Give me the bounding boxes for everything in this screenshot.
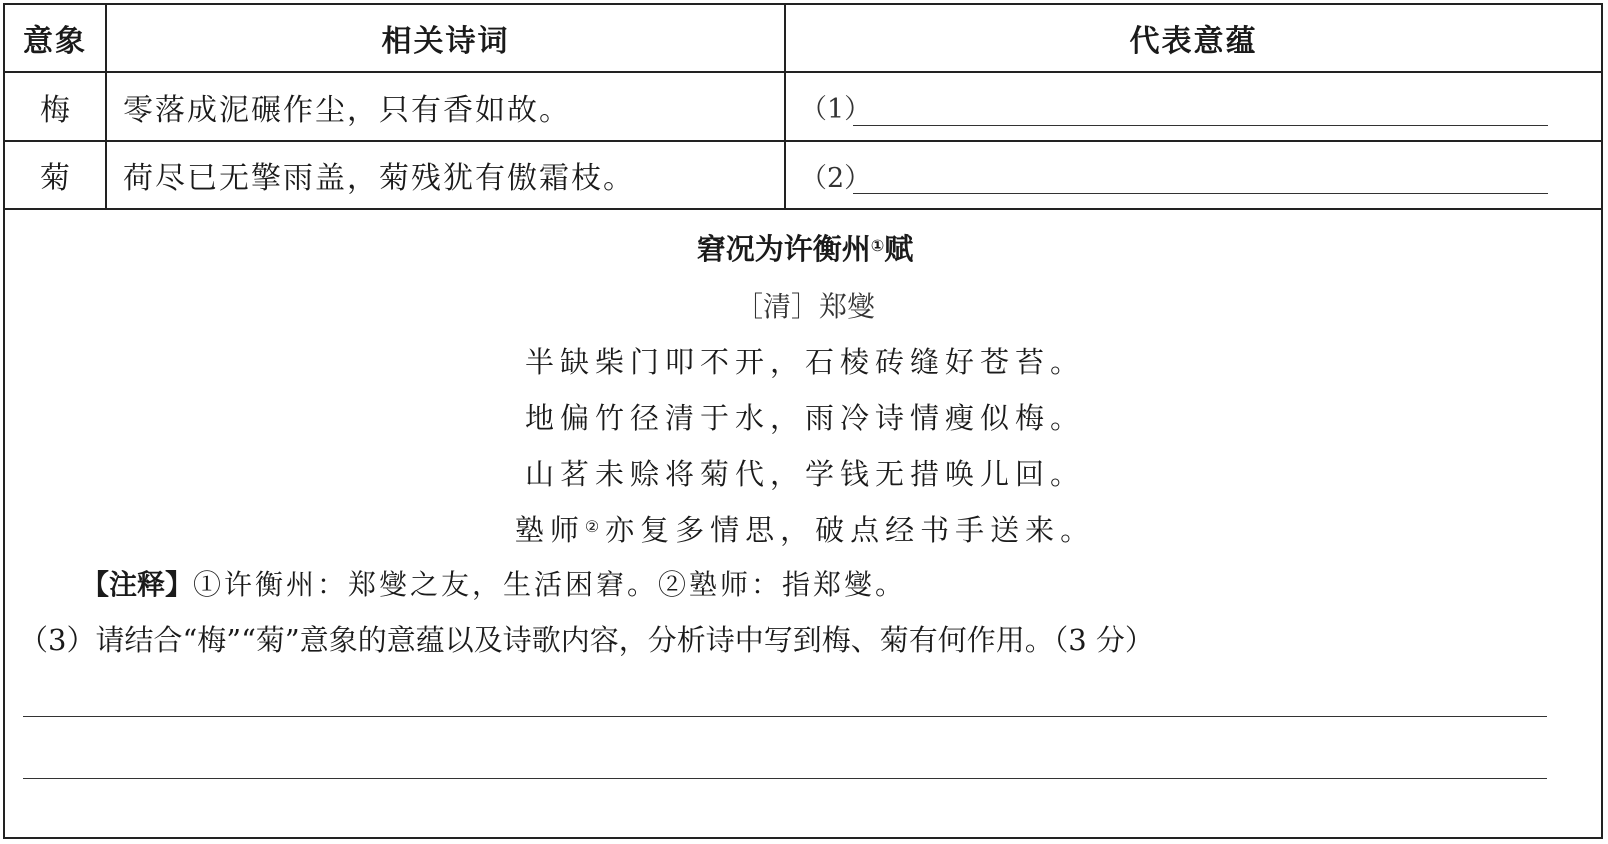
annotation: [81, 563, 906, 603]
annotation-label: 【注释】: [81, 568, 194, 601]
poem-title: [5, 227, 1605, 268]
poem-line-2: 地偏竹径清于水，雨冷诗情瘦似梅。: [524, 401, 1085, 435]
poem-title-end: 赋: [884, 232, 914, 266]
table-row-poem-chrysanthemum: 荷尽已无擎雨盖，菊残犹有傲霜枝。: [123, 161, 635, 196]
poem-line-3: 山茗未赊将菊代，学钱无措唤儿回。: [524, 457, 1085, 491]
poem-title-note-mark: ①: [870, 236, 885, 255]
poem-author: ［清］郑燮: [734, 290, 875, 323]
blank-1-line[interactable]: [853, 125, 1548, 126]
poem-line-4-start: 塾师: [514, 513, 585, 547]
table-row-image-plum: 梅: [40, 92, 70, 128]
poem-line-4-end: 亦复多情思，破点经书手送来。: [605, 513, 1096, 547]
blank-1-label: （1）: [800, 94, 872, 125]
table-header-meaning: 代表意蕴: [1129, 24, 1258, 59]
poem-line-4-note-mark: ②: [584, 517, 606, 536]
blank-2-line[interactable]: [853, 193, 1548, 194]
table-bottom-border: [5, 208, 1601, 210]
answer-line-1[interactable]: [23, 716, 1547, 717]
question-3: （3）请结合“梅”“菊”意象的意蕴以及诗歌内容，分析诗中写到梅、菊有何作用。（3 分）: [19, 622, 1154, 657]
worksheet-frame: [3, 3, 1603, 839]
table-row-poem-plum: 零落成泥碾作尘，只有香如故。: [123, 92, 571, 128]
table-header-image: 意象: [23, 24, 87, 59]
blank-2-label: （2）: [800, 162, 872, 194]
table-row-image-chrysanthemum: 菊: [40, 161, 70, 196]
poem-line-1: 半缺柴门叩不开，石棱砖缝好苍苔。: [524, 345, 1085, 379]
poem-title-text: 窘况为许衡州: [696, 232, 871, 266]
annotation-text: ①许衡州：郑燮之友，生活困窘。②塾师：指郑燮。: [193, 568, 907, 601]
answer-line-2[interactable]: [23, 778, 1547, 779]
poem-line-4: [5, 508, 1605, 549]
table-header-poem: 相关诗词: [381, 24, 510, 59]
